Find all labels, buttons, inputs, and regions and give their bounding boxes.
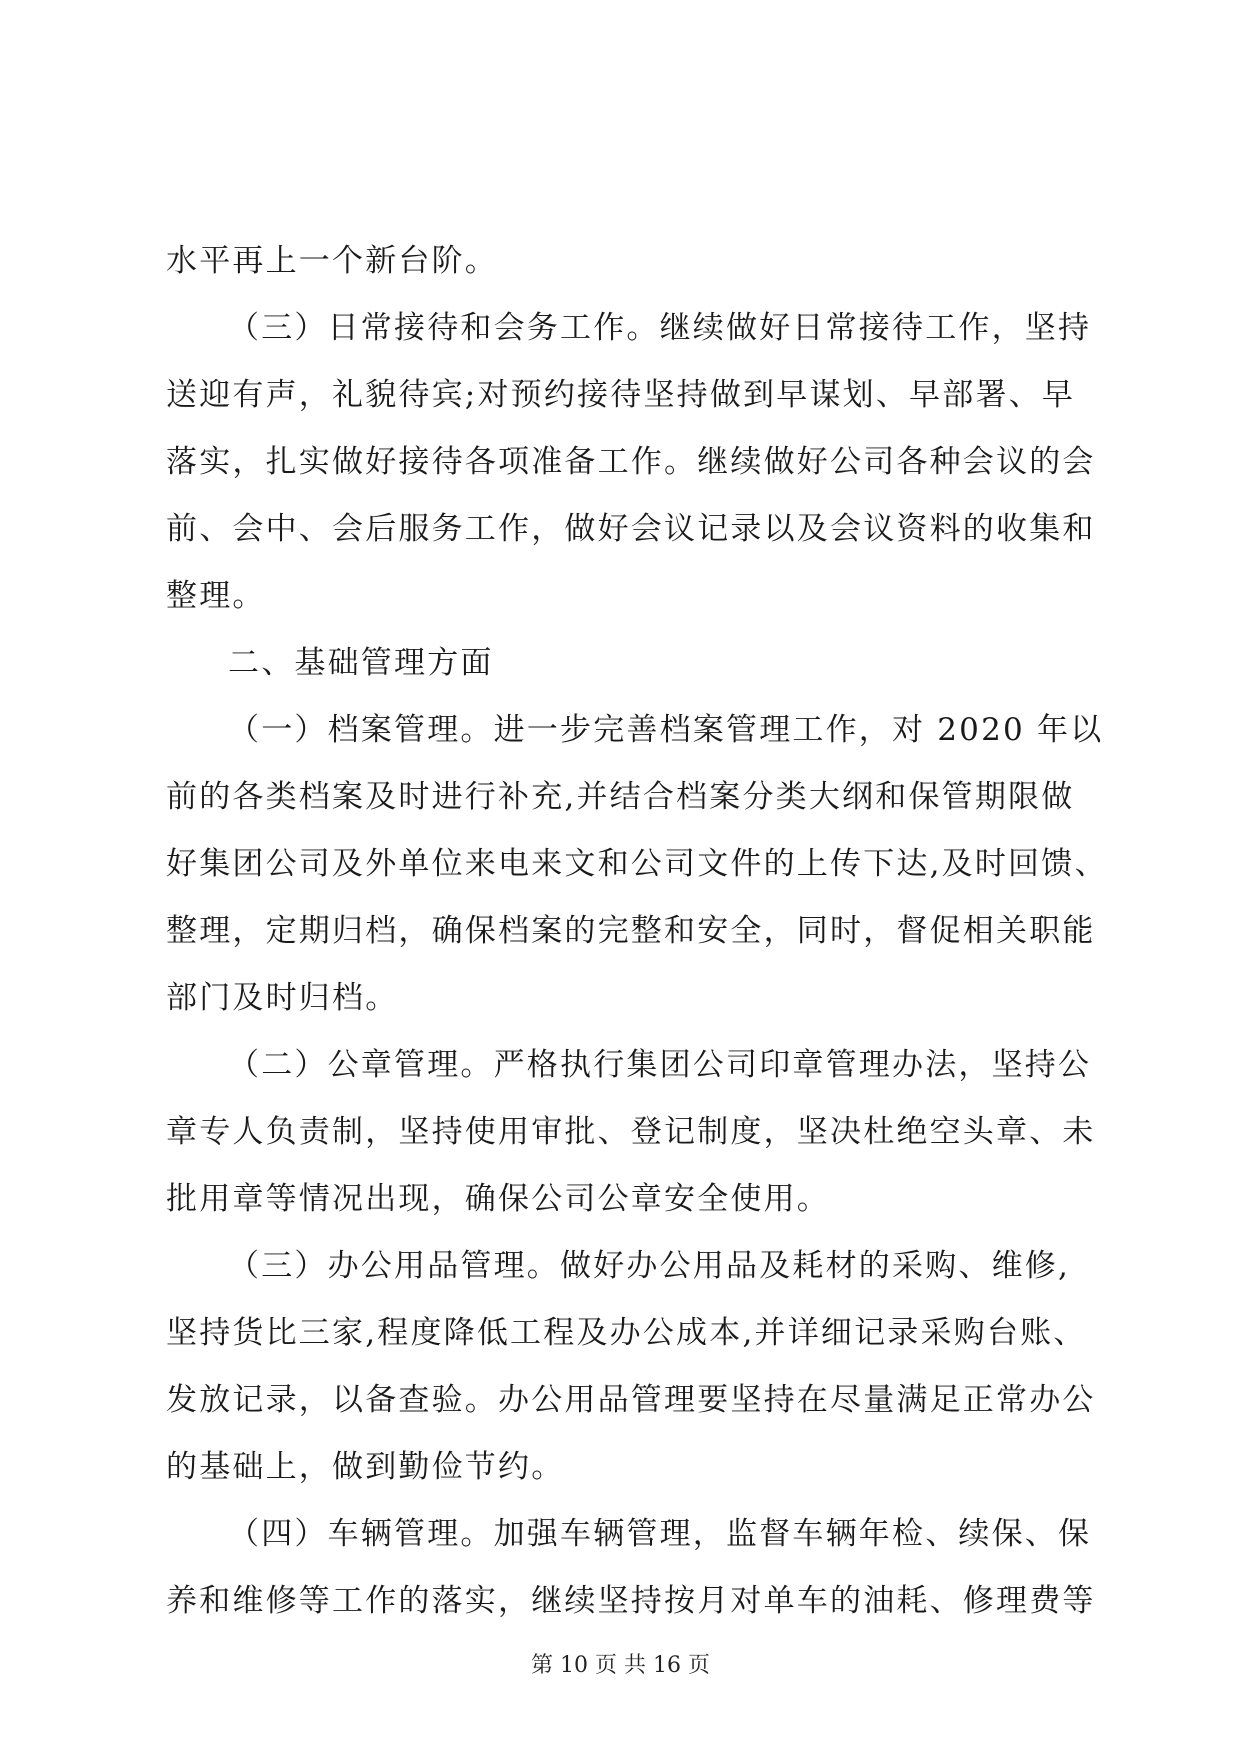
text-line: 水平再上一个新台阶。 (166, 243, 498, 279)
text-line: （四）车辆管理。加强车辆管理，监督车辆年检、续保、保 (228, 1516, 1092, 1552)
text-line: （一）档案管理。进一步完善档案管理工作，对 2020 年以 (228, 712, 1104, 748)
text-line: 好集团公司及外单位来电来文和公司文件的上传下达,及时回馈、 (166, 846, 1108, 882)
section-heading: 二、基础管理方面 (228, 645, 494, 681)
page-number-footer: 第 10 页 共 16 页 (531, 1653, 710, 1678)
text-line: 前的各类档案及时进行补充,并结合档案分类大纲和保管期限做 (166, 779, 1075, 815)
text-line: （三）日常接待和会务工作。继续做好日常接待工作，坚持 (228, 310, 1092, 346)
text-line: 送迎有声，礼貌待宾;对预约接待坚持做到早谋划、早部署、早 (166, 377, 1076, 413)
text-line: （二）公章管理。严格执行集团公司印章管理办法，坚持公 (228, 1047, 1092, 1083)
text-line: 整理。 (166, 578, 266, 614)
text-line: 养和维修等工作的落实，继续坚持按月对单车的油耗、修理费等 (166, 1583, 1096, 1619)
text-line: 发放记录，以备查验。办公用品管理要坚持在尽量满足正常办公 (166, 1382, 1096, 1418)
text-line: 的基础上，做到勤俭节约。 (166, 1449, 565, 1485)
text-line: （三）办公用品管理。做好办公用品及耗材的采购、维修, (228, 1248, 1071, 1284)
text-line: 前、会中、会后服务工作，做好会议记录以及会议资料的收集和 (166, 511, 1096, 547)
text-line: 部门及时归档。 (166, 980, 399, 1016)
text-line: 批用章等情况出现，确保公司公章安全使用。 (166, 1181, 830, 1217)
text-line: 整理，定期归档，确保档案的完整和安全，同时，督促相关职能 (166, 913, 1096, 949)
text-line: 坚持货比三家,程度降低工程及办公成本,并详细记录采购台账、 (166, 1315, 1087, 1351)
text-line: 落实，扎实做好接待各项准备工作。继续做好公司各种会议的会 (166, 444, 1096, 480)
document-body (166, 228, 1108, 1635)
text-line: 章专人负责制，坚持使用审批、登记制度，坚决杜绝空头章、未 (166, 1114, 1096, 1150)
